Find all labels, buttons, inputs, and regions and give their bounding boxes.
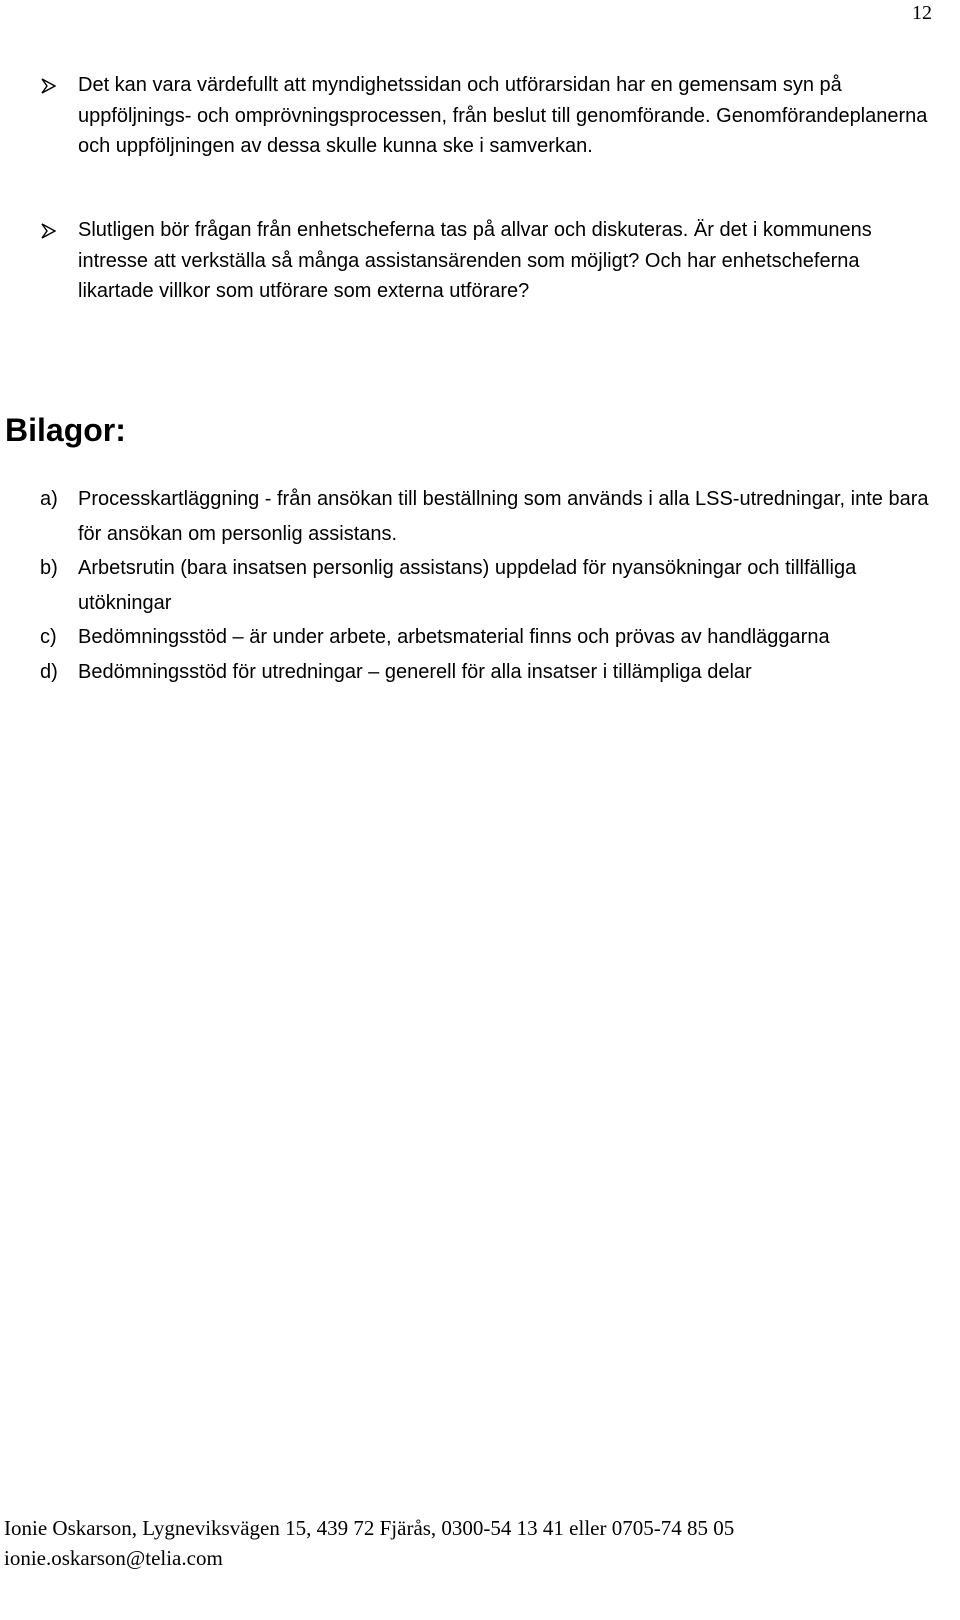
footer-address: Ionie Oskarson, Lygneviksvägen 15, 439 72 Fjärås, 0300-54 13 41 eller 0705-74 85 05 bbox=[4, 1516, 735, 1540]
footer-email: ionie.oskarson@telia.com bbox=[4, 1546, 223, 1570]
bullet-item bbox=[40, 70, 930, 162]
list-item-text: Processkartläggning - från ansökan till beställning som används i alla LSS-utredningar, inte bara för ansökan om personlig assistans. bbox=[78, 488, 929, 545]
page-number: 12 bbox=[912, 2, 932, 24]
list-item bbox=[40, 620, 935, 655]
list-item bbox=[40, 482, 935, 551]
bullet-text: Slutligen bör frågan från enhetscheferna tas på allvar och diskuteras. Är det i kommunens intresse att verkställa så många assistansärenden som möjligt? Och har enhetscheferna likartade villkor som utförare som externa utförare? bbox=[78, 219, 872, 302]
annex-list bbox=[40, 482, 935, 689]
list-item bbox=[40, 551, 935, 620]
list-item-text: Bedömningsstöd – är under arbete, arbetsmaterial finns och prövas av handläggarna bbox=[78, 626, 830, 648]
list-marker: a) bbox=[40, 488, 58, 510]
section-heading: Bilagor: bbox=[5, 412, 126, 448]
list-item bbox=[40, 655, 935, 690]
list-marker: b) bbox=[40, 557, 58, 579]
list-item-text: Arbetsrutin (bara insatsen personlig assistans) uppdelad för nyansökningar och tillfälliga utökningar bbox=[78, 557, 857, 614]
list-marker: c) bbox=[40, 626, 57, 648]
arrowhead-bullet-icon bbox=[40, 78, 56, 94]
arrowhead-bullet-icon bbox=[40, 223, 56, 239]
list-marker: d) bbox=[40, 660, 58, 683]
bullet-text: Det kan vara värdefullt att myndighetssidan och utförarsidan har en gemensam syn på uppföljnings- och omprövningsprocessen, från beslut till genomförande. Genomförandeplanerna och uppföljningen av dessa skulle kunna ske i samverkan. bbox=[78, 74, 928, 157]
page-footer bbox=[4, 1513, 944, 1573]
list-item-text: Bedömningsstöd för utredningar – generell för alla insatser i tillämpliga delar bbox=[78, 660, 752, 683]
bullet-item bbox=[40, 215, 930, 307]
